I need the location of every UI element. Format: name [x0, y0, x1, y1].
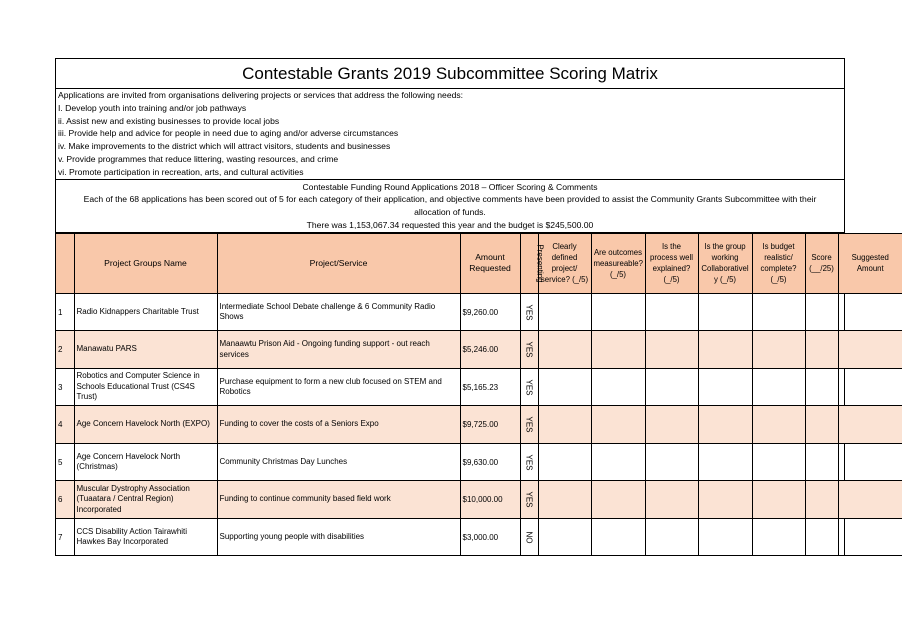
need-item: ii. Assist new and existing businesses to provide local jobs — [58, 115, 280, 126]
score-defined-cell[interactable] — [538, 368, 591, 406]
score-collab-cell[interactable] — [698, 406, 752, 444]
scoring-matrix-sheet — [55, 58, 889, 556]
amount-requested: $5,165.23 — [460, 368, 520, 406]
amount-requested: $9,630.00 — [460, 443, 520, 481]
total-score-cell[interactable] — [805, 481, 838, 519]
score-process-cell[interactable] — [645, 443, 698, 481]
score-process-cell[interactable] — [645, 406, 698, 444]
score-collab-cell[interactable] — [698, 518, 752, 556]
group-name: Age Concern Havelock North (EXPO) — [74, 406, 217, 444]
score-collab-cell[interactable] — [698, 443, 752, 481]
total-score-cell[interactable] — [805, 293, 838, 331]
score-defined-cell[interactable] — [538, 481, 591, 519]
presenting-cell — [520, 331, 538, 369]
amount-requested: $9,725.00 — [460, 406, 520, 444]
presenting-value: YES — [524, 341, 534, 358]
score-budget-cell[interactable] — [752, 293, 805, 331]
needs-list — [56, 89, 844, 180]
round-description-cont: allocation of funds. — [414, 207, 486, 218]
need-item: iii. Provide help and advice for people in need due to aging and/or adverse circumstances — [58, 128, 399, 139]
score-budget-cell[interactable] — [752, 481, 805, 519]
table-row — [56, 293, 902, 331]
score-process-cell[interactable] — [645, 518, 698, 556]
table-row — [56, 481, 902, 519]
header-presenting-label: Presenting — [535, 244, 545, 283]
total-score-cell[interactable] — [805, 443, 838, 481]
presenting-value: YES — [524, 491, 534, 508]
score-collab-cell[interactable] — [698, 368, 752, 406]
amount-requested: $3,000.00 — [460, 518, 520, 556]
presenting-cell — [520, 368, 538, 406]
presenting-value: YES — [524, 304, 534, 321]
header-presenting — [520, 233, 545, 293]
score-process-cell[interactable] — [645, 331, 698, 369]
group-name: Muscular Dystrophy Association (Tuaatara / Central Region) Incorporated — [74, 481, 217, 519]
group-name: Age Concern Havelock North (Christmas) — [74, 443, 217, 481]
header-amount: Amount Requested — [460, 233, 520, 293]
presenting-cell — [520, 443, 538, 481]
presenting-value: YES — [524, 379, 534, 396]
score-defined-cell[interactable] — [538, 406, 591, 444]
round-summary — [56, 180, 844, 233]
score-outcomes-cell[interactable] — [591, 293, 645, 331]
table-row — [56, 443, 902, 481]
need-item: I. Develop youth into training and/or job pathways — [58, 102, 247, 113]
header-project: Project/Service — [217, 233, 460, 293]
score-budget-cell[interactable] — [752, 518, 805, 556]
project-description: Funding to cover the costs of a Seniors Expo — [217, 406, 460, 444]
header-suggested-amount: Suggested Amount — [838, 233, 902, 293]
group-name: CCS Disability Action Tairawhiti Hawkes Bay Incorporated — [74, 518, 217, 556]
score-budget-cell[interactable] — [752, 368, 805, 406]
scoring-table — [56, 233, 902, 557]
score-outcomes-cell[interactable] — [591, 443, 645, 481]
presenting-value: YES — [524, 416, 534, 433]
score-defined-cell[interactable] — [538, 443, 591, 481]
suggested-amount-cell[interactable] — [838, 481, 902, 519]
presenting-cell — [520, 293, 538, 331]
score-budget-cell[interactable] — [752, 331, 805, 369]
suggested-amount-cell[interactable] — [838, 518, 902, 556]
score-budget-cell[interactable] — [752, 406, 805, 444]
table-row — [56, 406, 902, 444]
row-number: 7 — [56, 518, 74, 556]
page-title: Contestable Grants 2019 Subcommittee Scoring Matrix — [56, 59, 844, 89]
total-score-cell[interactable] — [805, 406, 838, 444]
score-process-cell[interactable] — [645, 368, 698, 406]
round-description: Each of the 68 applications has been scored out of 5 for each category of their application, and objective comments have been provided to assist the Community Grants Subcommittee with their — [83, 194, 817, 205]
suggested-amount-cell[interactable] — [838, 331, 902, 369]
row-number: 6 — [56, 481, 74, 519]
score-collab-cell[interactable] — [698, 331, 752, 369]
table-row — [56, 518, 902, 556]
suggested-amount-cell[interactable] — [838, 293, 902, 331]
header-outcomes: Are outcomes measureable? (_/5) — [591, 233, 645, 293]
score-outcomes-cell[interactable] — [591, 406, 645, 444]
table-row — [56, 368, 902, 406]
header-collaborative: Is the group working Collaborativel y (_/5) — [698, 233, 752, 293]
score-defined-cell[interactable] — [538, 331, 591, 369]
score-budget-cell[interactable] — [752, 443, 805, 481]
project-description: Funding to continue community based field work — [217, 481, 460, 519]
total-score-cell[interactable] — [805, 331, 838, 369]
score-outcomes-cell[interactable] — [591, 368, 645, 406]
score-process-cell[interactable] — [645, 293, 698, 331]
table-row — [56, 331, 902, 369]
score-process-cell[interactable] — [645, 481, 698, 519]
need-item: vi. Promote participation in recreation, arts, and cultural activities — [58, 166, 304, 177]
score-outcomes-cell[interactable] — [591, 518, 645, 556]
header-budget: Is budget realistic/ complete? (_/5) — [752, 233, 805, 293]
score-defined-cell[interactable] — [538, 518, 591, 556]
header-process: Is the process well explained? (_/5) — [645, 233, 698, 293]
score-defined-cell[interactable] — [538, 293, 591, 331]
presenting-cell — [520, 481, 538, 519]
suggested-amount-cell[interactable] — [838, 443, 902, 481]
need-item: iv. Make improvements to the district which will attract visitors, students and businesses — [58, 141, 391, 152]
header-row — [56, 233, 902, 293]
total-score-cell[interactable] — [805, 518, 838, 556]
row-number: 3 — [56, 368, 74, 406]
project-description: Manaawtu Prison Aid - Ongoing funding support - out reach services — [217, 331, 460, 369]
need-item: v. Provide programmes that reduce littering, wasting resources, and crime — [58, 153, 339, 164]
score-collab-cell[interactable] — [698, 293, 752, 331]
group-name: Robotics and Computer Science in Schools Educational Trust (CS4S Trust) — [74, 368, 217, 406]
row-number: 2 — [56, 331, 74, 369]
row-number: 1 — [56, 293, 74, 331]
header-number — [56, 233, 74, 293]
row-number: 4 — [56, 406, 74, 444]
presenting-value: NO — [524, 531, 534, 544]
header-clearly-defined: Clearly defined project/ service? (_/5) — [538, 233, 591, 293]
group-name: Radio Kidnappers Charitable Trust — [74, 293, 217, 331]
presenting-value: YES — [524, 454, 534, 471]
score-collab-cell[interactable] — [698, 481, 752, 519]
score-outcomes-cell[interactable] — [591, 331, 645, 369]
needs-intro: Applications are invited from organisations delivering projects or services that address the following needs: — [58, 90, 464, 100]
project-description: Purchase equipment to form a new club focused on STEM and Robotics — [217, 368, 460, 406]
round-heading: Contestable Funding Round Applications 2018 – Officer Scoring & Comments — [302, 181, 598, 192]
header-group-name: Project Groups Name — [74, 233, 217, 293]
amount-requested: $9,260.00 — [460, 293, 520, 331]
row-number: 5 — [56, 443, 74, 481]
group-name: Manawatu PARS — [74, 331, 217, 369]
round-budget-note: There was 1,153,067.34 requested this year and the budget is $245,500.00 — [306, 219, 594, 230]
project-description: Intermediate School Debate challenge & 6 Community Radio Shows — [217, 293, 460, 331]
score-outcomes-cell[interactable] — [591, 481, 645, 519]
header-score: Score (__/25) — [805, 233, 838, 293]
project-description: Supporting young people with disabilities — [217, 518, 460, 556]
total-score-cell[interactable] — [805, 368, 838, 406]
amount-requested: $10,000.00 — [460, 481, 520, 519]
project-description: Community Christmas Day Lunches — [217, 443, 460, 481]
presenting-cell — [520, 406, 538, 444]
suggested-amount-cell[interactable] — [838, 406, 902, 444]
presenting-cell — [520, 518, 538, 556]
amount-requested: $5,246.00 — [460, 331, 520, 369]
suggested-amount-cell[interactable] — [838, 368, 902, 406]
